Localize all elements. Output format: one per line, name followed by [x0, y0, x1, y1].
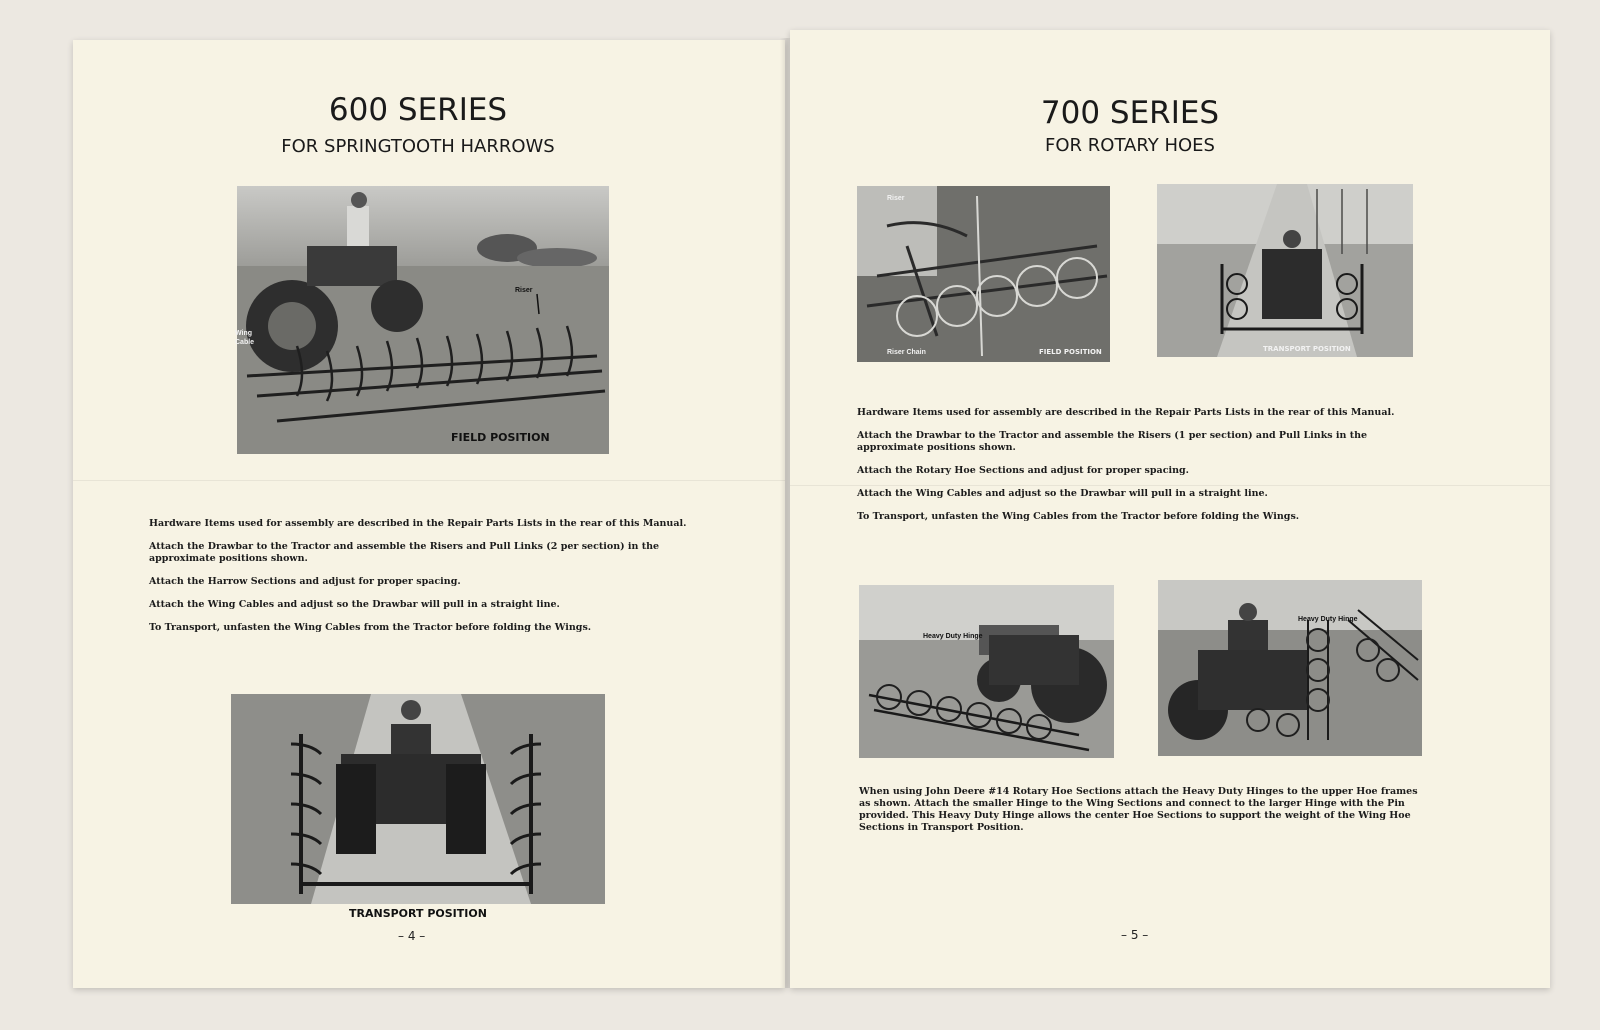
callout-heavy-duty-hinge: Heavy Duty Hinge: [1298, 616, 1358, 623]
rotary-hoe-field-position-photo: [857, 186, 1110, 362]
callout-riser-chain: Riser Chain: [887, 349, 926, 356]
paragraph: Attach the Rotary Hoe Sections and adjust for proper spacing.: [857, 465, 1189, 476]
fold-crease: [73, 480, 785, 481]
heavy-duty-hinge-photo-right: [1158, 580, 1422, 756]
paragraph: When using John Deere #14 Rotary Hoe Sections attach the Heavy Duty Hinges to the upper Hoe frames as shown. Attach the smaller Hinge to the Wing Sections and connect to the larger Hinge with the Pin provided. This Heavy Duty Hinge allows the center Hoe Sections to support the weight of the Wing Hoe Sections in Transport Position.: [859, 786, 1418, 833]
photo-caption-transport-position: TRANSPORT POSITION: [349, 907, 487, 920]
right-page: [790, 30, 1550, 988]
callout-wing: Wing: [235, 330, 253, 337]
page-title: 700 SERIES: [1040, 95, 1220, 131]
left-page: [73, 40, 785, 988]
callout-riser: Riser: [515, 287, 533, 294]
paragraph: Attach the Harrow Sections and adjust for proper spacing.: [149, 576, 461, 587]
paragraph: Attach the Wing Cables and adjust so the Drawbar will pull in a straight line.: [857, 488, 1268, 499]
photo-caption-transport-position: TRANSPORT POSITION: [1263, 345, 1351, 353]
page-subtitle: FOR ROTARY HOES: [1045, 135, 1215, 156]
callout-cable: Cable: [235, 339, 255, 346]
photo-caption-field-position: FIELD POSITION: [451, 431, 550, 444]
page-title: 600 SERIES: [328, 92, 508, 128]
photo-caption-field-position: FIELD POSITION: [1039, 348, 1102, 356]
paragraph: Hardware Items used for assembly are described in the Repair Parts Lists in the rear of this Manual.: [149, 518, 687, 529]
page-subtitle: FOR SPRINGTOOTH HARROWS: [281, 136, 555, 157]
paragraph: Attach the Wing Cables and adjust so the Drawbar will pull in a straight line.: [149, 599, 560, 610]
page-number: – 5 –: [1121, 928, 1149, 942]
heavy-duty-hinge-instructions: [859, 786, 1431, 845]
paragraph: To Transport, unfasten the Wing Cables from the Tractor before folding the Wings.: [857, 511, 1300, 522]
paragraph: Attach the Drawbar to the Tractor and assemble the Risers (1 per section) and Pull Links in the approximate positions shown.: [857, 430, 1368, 453]
harrow-transport-position-photo: [231, 694, 605, 904]
harrow-field-position-photo: [237, 186, 609, 454]
heavy-duty-hinge-photo-left: [859, 585, 1114, 758]
callout-heavy-duty-hinge: Heavy Duty Hinge: [923, 633, 983, 640]
paragraph: To Transport, unfasten the Wing Cables from the Tractor before folding the Wings.: [149, 622, 592, 633]
callout-riser: Riser: [887, 195, 905, 202]
paragraph: Hardware Items used for assembly are described in the Repair Parts Lists in the rear of this Manual.: [857, 407, 1395, 418]
paragraph: Attach the Drawbar to the Tractor and assemble the Risers and Pull Links (2 per section) in the approximate positions shown.: [149, 541, 660, 564]
assembly-instructions: [857, 407, 1427, 534]
rotary-hoe-transport-position-photo: [1157, 184, 1413, 357]
assembly-instructions: [149, 518, 697, 645]
page-number: – 4 –: [398, 929, 426, 943]
